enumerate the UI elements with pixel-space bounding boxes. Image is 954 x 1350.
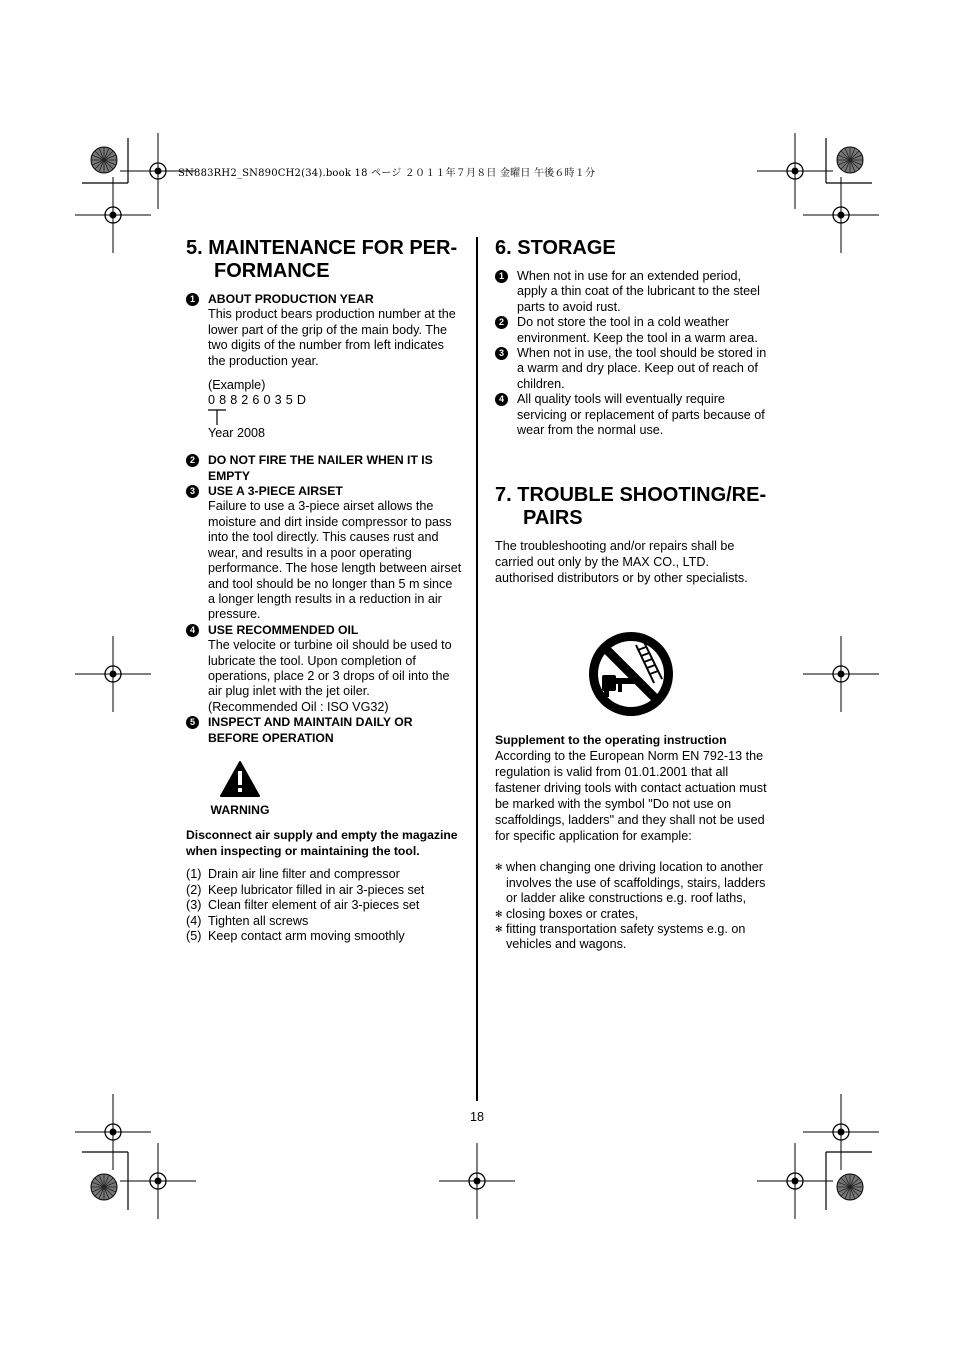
- step-number: (3): [186, 898, 202, 913]
- maintenance-item-5: [186, 715, 462, 746]
- trouble-title-line2: PAIRS: [523, 507, 583, 529]
- bullet-text: closing boxes or crates,: [506, 906, 639, 921]
- maintenance-item-3: [186, 484, 462, 623]
- example-label: (Example): [208, 378, 266, 393]
- warning-text: Disconnect air supply and empty the magazine when inspecting or maintaining the tool.: [186, 828, 458, 859]
- trouble-body: The troubleshooting and/or repairs shall be carried out only by the MAX CO., LTD. authorised distributors or by other specialists.: [495, 539, 748, 585]
- step-row: [186, 883, 462, 898]
- maintenance-steps: [186, 867, 462, 944]
- page-number: 18: [469, 1110, 484, 1124]
- book-header-line: SN883RH2_SN890CH2(34).book 18 ページ ２０１１年７月８日 金曜日 午後６時１分: [178, 168, 596, 179]
- item-heading: ABOUT PRODUCTION YEAR: [208, 292, 374, 306]
- item-body: The velocite or turbine oil should be used to lubricate the tool. Upon completion of operations, place 2 or 3 drops of oil into the air plug inlet with the jet oiler. (Recommended Oil : ISO VG32): [208, 638, 452, 714]
- item-body: This product bears production number at the lower part of the grip of the main body. The two digits of the number from left indicates the production year.: [208, 307, 456, 368]
- bullet-text: when changing one driving location to another involves the use of scaffoldings, stairs, ladders or ladder alike constructions e.g. roof laths,: [506, 860, 766, 906]
- example-year: Year 2008: [208, 425, 265, 440]
- item-heading: USE A 3-PIECE AIRSET: [208, 484, 343, 499]
- supplement-bullets: [495, 860, 771, 952]
- item-text: Do not store the tool in a cold weather environment. Keep the tool in a warm area.: [517, 315, 758, 345]
- number-badge: 5: [186, 716, 199, 729]
- storage-title: 6. STORAGE: [495, 237, 616, 259]
- number-badge: 2: [186, 454, 199, 467]
- step-text: Drain air line filter and compressor: [208, 867, 400, 882]
- supplement-section: [495, 733, 771, 953]
- item-heading: USE RECOMMENDED OIL: [208, 622, 359, 637]
- number-badge: 4: [186, 624, 199, 637]
- number-badge: 2: [495, 316, 508, 329]
- maintenance-section: [186, 237, 462, 944]
- step-number: (1): [186, 867, 202, 882]
- number-badge: 3: [495, 347, 508, 360]
- item-body: Failure to use a 3-piece airset allows the moisture and dirt inside compressor to pass into the tool directly. This causes rust and wear, and results in a poor operating performance. The hose length between airset and tool should be no longer than 5 m since a longer length results in a reduction in air pressure.: [208, 499, 462, 622]
- step-number: (5): [186, 929, 202, 943]
- column-divider: [476, 237, 478, 1101]
- number-badge: 4: [495, 393, 508, 406]
- step-row: [186, 914, 462, 929]
- item-text: All quality tools will eventually require servicing or replacement of parts because of wear from the normal use.: [517, 392, 765, 438]
- number-badge: 1: [186, 293, 199, 306]
- maintenance-item-4: [186, 623, 462, 715]
- production-example: [186, 378, 462, 441]
- supplement-title: Supplement to the operating instruction: [495, 733, 727, 747]
- bullet-item: [495, 907, 771, 922]
- trouble-title: [495, 484, 771, 530]
- storage-item-1: [495, 269, 771, 315]
- step-row: [186, 929, 462, 944]
- item-text: When not in use, the tool should be stored in a warm and dry place. Keep out of reach of children.: [517, 346, 767, 391]
- storage-item-2: [495, 315, 771, 346]
- trouble-section: [495, 484, 771, 586]
- storage-item-4: [495, 392, 771, 438]
- warning-label: WARNING: [210, 802, 270, 817]
- step-text: Tighten all screws: [208, 913, 309, 928]
- supplement-body: According to the European Norm EN 792-13 the regulation is valid from 01.01.2001 that all fastener driving tools with contact actuation must be marked with the symbol "Do not use on scaffoldings, ladders" and they shall not be used for specific application for example:: [495, 749, 767, 844]
- bullet-item: [495, 860, 771, 906]
- step-text: Keep lubricator filled in air 3-pieces set: [208, 882, 425, 897]
- warning-block: [186, 760, 280, 818]
- number-badge: 1: [495, 270, 508, 283]
- maintenance-item-1: [186, 292, 462, 369]
- warning-triangle-icon: [219, 760, 261, 798]
- storage-item-3: [495, 346, 771, 392]
- trouble-title-line1: 7. TROUBLE SHOOTING/RE-: [495, 484, 767, 506]
- maintenance-title-line2: FORMANCE: [214, 260, 330, 282]
- step-row: [186, 867, 462, 882]
- maintenance-title: [186, 237, 462, 283]
- item-heading: DO NOT FIRE THE NAILER WHEN IT IS EMPTY: [208, 453, 433, 483]
- maintenance-title-line1: 5. MAINTENANCE FOR PER-: [186, 237, 458, 259]
- year-indicator-mark: [208, 409, 228, 426]
- asterisk-bullet-icon: ✻: [495, 908, 503, 919]
- no-scaffolding-ladder-icon: [588, 631, 674, 717]
- number-badge: 3: [186, 485, 199, 498]
- step-row: [186, 898, 462, 913]
- step-number: (2): [186, 882, 202, 897]
- step-text: Keep contact arm moving smoothly: [208, 929, 405, 943]
- item-heading: INSPECT AND MAINTAIN DAILY OR BEFORE OPERATION: [208, 715, 413, 745]
- storage-section: [495, 237, 771, 438]
- example-number: 0 8 8 2 6 0 3 5 D: [208, 393, 307, 408]
- asterisk-bullet-icon: ✻: [495, 862, 503, 873]
- asterisk-bullet-icon: ✻: [495, 924, 503, 935]
- maintenance-item-2: [186, 453, 462, 484]
- step-number: (4): [186, 913, 202, 928]
- step-text: Clean filter element of air 3-pieces set: [208, 898, 420, 913]
- item-text: When not in use for an extended period, apply a thin coat of the lubricant to the steel parts to avoid rust.: [517, 269, 760, 314]
- bullet-item: [495, 922, 771, 953]
- bullet-text: fitting transportation safety systems e.g. on vehicles and wagons.: [506, 922, 746, 952]
